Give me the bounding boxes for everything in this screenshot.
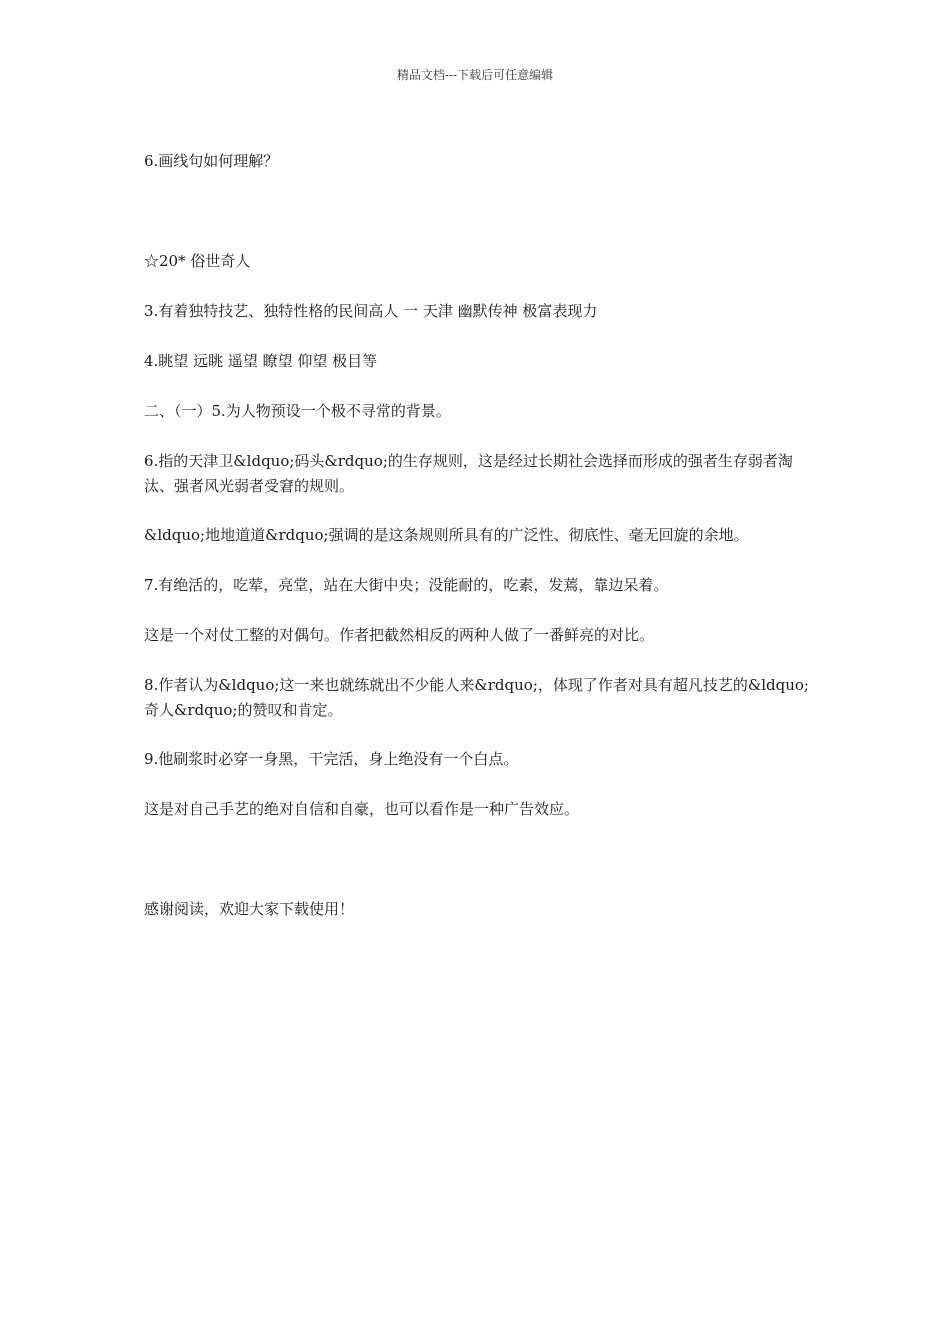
answer-6: 6.指的天津卫&ldquo;码头&rdquo;的生存规则，这是经过长期社会选择而形成的强者生存弱者淘汰、强者风光弱者受窘的规则。 <box>144 452 793 495</box>
question-6: 6.画线句如何理解？ <box>144 152 279 170</box>
answer-3: 3.有着独特技艺、独特性格的民间高人 一 天津 幽默传神 极富表现力 <box>144 302 598 320</box>
answer-8: 8.作者认为&ldquo;这一来也就练就出不少能人来&rdquo;，体现了作者对具有超凡技艺的&ldquo;奇人&rdquo;的赞叹和肯定。 <box>144 676 809 719</box>
answer-4: 4.眺望 远眺 遥望 瞭望 仰望 极目等 <box>144 352 378 370</box>
answer-6-note: &ldquo;地地道道&rdquo;强调的是这条规则所具有的广泛性、彻底性、毫无回旋的余地。 <box>144 526 749 544</box>
closing-message: 感谢阅读，欢迎大家下载使用！ <box>144 900 355 918</box>
answer-7-note: 这是一个对仗工整的对偶句。作者把截然相反的两种人做了一番鲜亮的对比。 <box>144 626 655 644</box>
answer-9: 9.他刷浆时必穿一身黑，干完活，身上绝没有一个白点。 <box>144 750 519 768</box>
page-header: 精品文档---下载后可任意编辑 <box>396 68 554 82</box>
section-title: ☆20* 俗世奇人 <box>144 252 251 270</box>
answer-9-note: 这是对自己手艺的绝对自信和自豪，也可以看作是一种广告效应。 <box>144 800 580 818</box>
answer-7: 7.有绝活的，吃荤，亮堂，站在大街中央；没能耐的，吃素，发蔫，靠边呆着。 <box>144 576 669 594</box>
answer-5: 二、（一）5.为人物预设一个极不寻常的背景。 <box>144 402 451 420</box>
